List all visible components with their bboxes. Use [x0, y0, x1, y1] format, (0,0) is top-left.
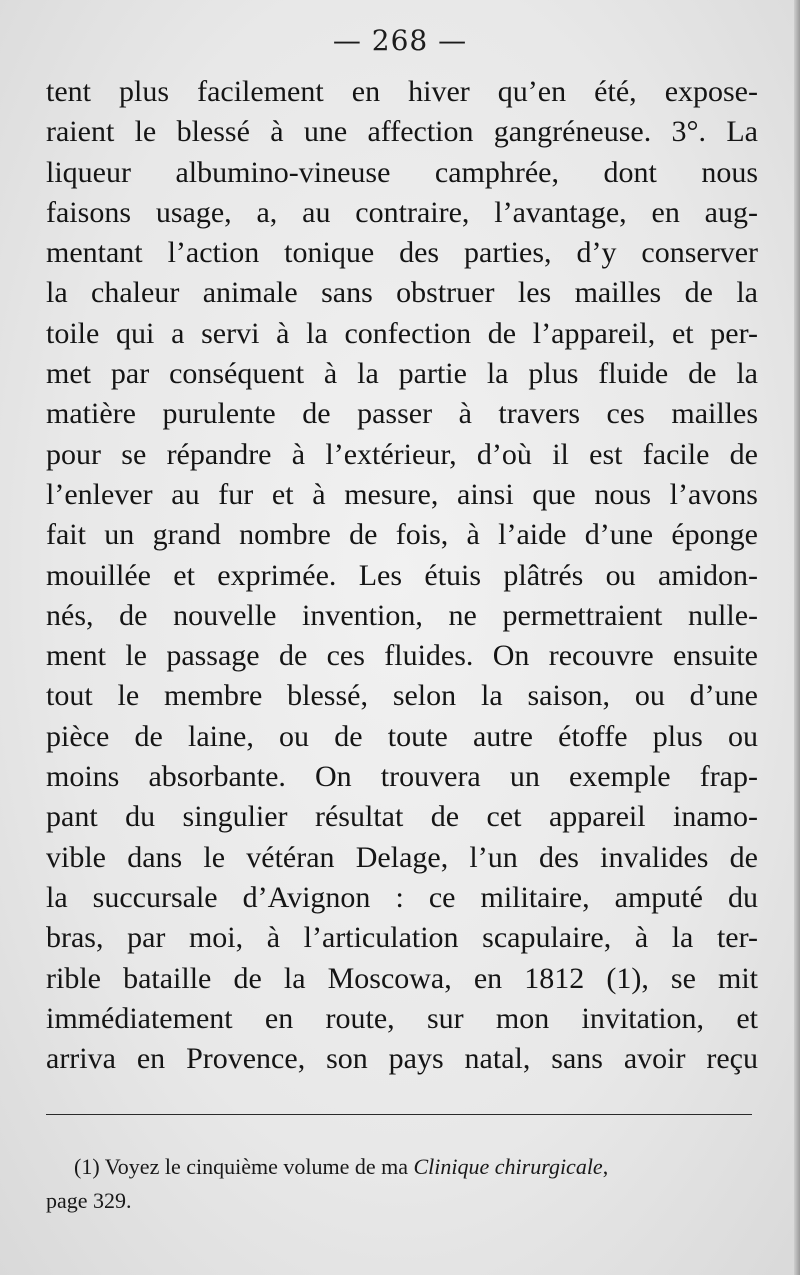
text-line: arriva en Provence, son pays natal, sans avoir reçu [46, 1042, 758, 1076]
footnote-page-reference: page 329. [46, 1188, 132, 1213]
text-line: faisons usage, a, au contraire, l’avantage, en aug- [46, 195, 758, 229]
footnote-text: (1) Voyez le cinquième volume de ma [74, 1154, 414, 1179]
text-line: pièce de laine, ou de toute autre étoffe plus ou [46, 719, 758, 753]
text-line: tent plus facilement en hiver qu’en été, expose- [46, 75, 758, 108]
text-line: pour se répandre à l’extérieur, d’où il est facile de [46, 437, 758, 471]
text-line: pant du singulier résultat de cet appareil inamo- [46, 800, 758, 834]
text-line: moins absorbante. On trouvera un exemple frap- [46, 760, 758, 794]
text-line: matière purulente de passer à travers ces mailles [46, 397, 758, 431]
text-line: raient le blessé à une affection gangréneuse. 3°. La [46, 115, 758, 149]
main-text-block [46, 72, 758, 1079]
text-line: vible dans le vétéran Delage, l’un des invalides de [46, 840, 758, 874]
page-edge-shadow [794, 0, 800, 1275]
text-line: bras, par moi, à l’articulation scapulaire, à la ter- [46, 921, 758, 955]
text-line: fait un grand nombre de fois, à l’aide d’une éponge [46, 518, 758, 552]
text-line: toile qui a servi à la confection de l’appareil, et per- [46, 316, 758, 350]
text-line: immédiatement en route, sur mon invitation, et [46, 1001, 758, 1035]
text-line: met par conséquent à la partie la plus fluide de la [46, 357, 758, 391]
text-line: la chaleur animale sans obstruer les mailles de la [46, 276, 758, 310]
footnote-line [46, 1150, 758, 1184]
footnote-book-title: Clinique chirurgicale [413, 1154, 603, 1179]
text-line: mouillée et exprimée. Les étuis plâtrés ou amidon- [46, 558, 758, 592]
page-number-header: — 268 — [332, 24, 468, 57]
footnote-punctuation: , [602, 1154, 609, 1179]
text-line: la succursale d’Avignon : ce militaire, amputé du [46, 880, 758, 914]
footnote-block [46, 1150, 758, 1218]
footnote-divider [46, 1114, 752, 1115]
text-line: mentant l’action tonique des parties, d’y conserver [46, 236, 758, 270]
text-line: nés, de nouvelle invention, ne permettraient nulle- [46, 598, 758, 632]
text-line: tout le membre blessé, selon la saison, ou d’une [46, 679, 758, 713]
text-line: l’enlever au fur et à mesure, ainsi que nous l’avons [46, 477, 758, 511]
text-line: rible bataille de la Moscowa, en 1812 (1), se mit [46, 961, 758, 995]
text-line: ment le passage de ces fluides. On recouvre ensuite [46, 639, 758, 673]
text-line: liqueur albumino-vineuse camphrée, dont nous [46, 155, 758, 189]
